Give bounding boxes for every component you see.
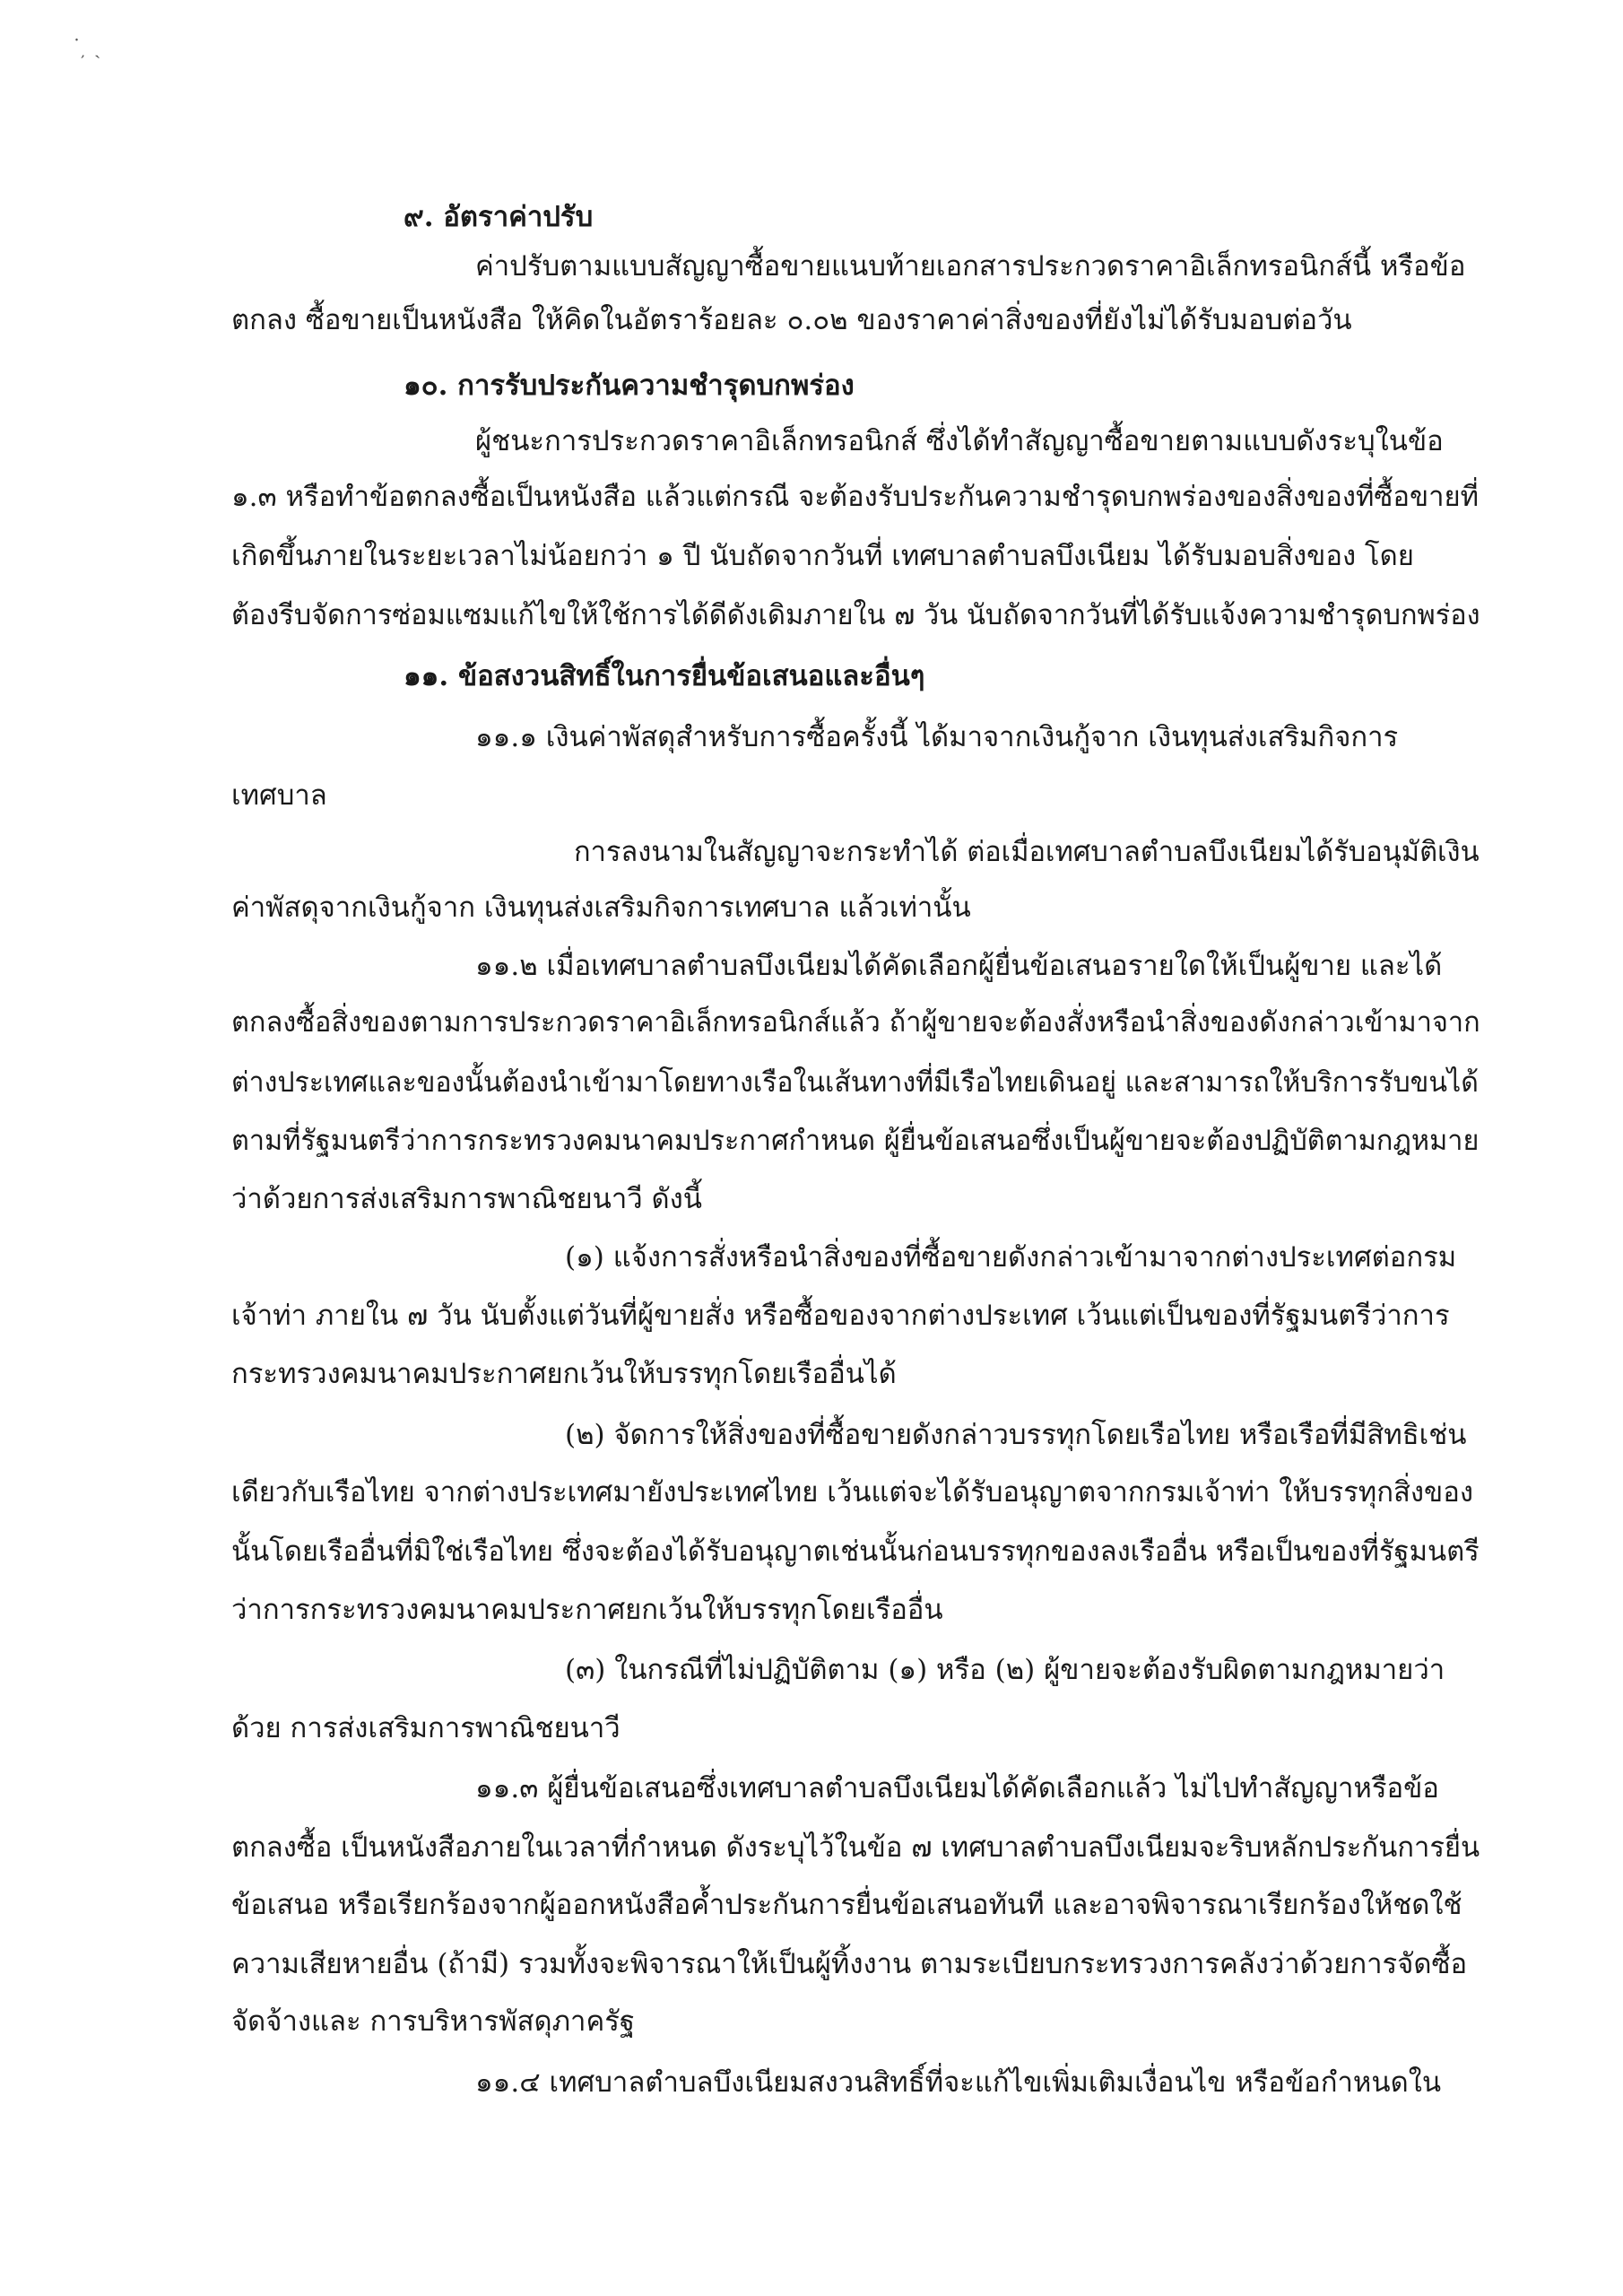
- heading-9: ๙. อัตราค่าปรับ: [404, 201, 594, 233]
- paragraph-line: (๑) แจ้งการสั่งหรือนำสิ่งของที่ซื้อขายดังกล่าวเข้ามาจากต่างประเทศต่อกรม: [565, 1241, 1457, 1274]
- heading-10: ๑๐. การรับประกันความชำรุดบกพร่อง: [404, 370, 855, 402]
- paragraph-line: ๑๑.๓ ผู้ยื่นข้อเสนอซึ่งเทศบาลตำบลบึงเนียมได้คัดเลือกแล้ว ไม่ไปทำสัญญาหรือข้อ: [475, 1772, 1439, 1805]
- scan-marks: ˙ ̦ ˎ: [72, 37, 101, 59]
- paragraph-line: ตกลงซื้อ เป็นหนังสือภายในเวลาที่กำหนด ดังระบุไว้ในข้อ ๗ เทศบาลตำบลบึงเนียมจะริบหลักประกันการยื่น: [231, 1831, 1480, 1864]
- paragraph-line: เกิดขึ้นภายในระยะเวลาไม่น้อยกว่า ๑ ปี นับถัดจากวันที่ เทศบาลตำบลบึงเนียม ได้รับมอบสิ่งของ โดย: [231, 540, 1414, 572]
- paragraph-line: ๑๑.๒ เมื่อเทศบาลตำบลบึงเนียมได้คัดเลือกผู้ยื่นข้อเสนอรายใดให้เป็นผู้ขาย และได้: [475, 950, 1443, 982]
- paragraph-line: ความเสียหายอื่น (ถ้ามี) รวมทั้งจะพิจารณาให้เป็นผู้ทิ้งงาน ตามระเบียบกระทรวงการคลังว่าด้วยการจัดซื้อ: [231, 1948, 1468, 1980]
- paragraph-line: ๑๑.๔ เทศบาลตำบลบึงเนียมสงวนสิทธิ์ที่จะแก้ไขเพิ่มเติมเงื่อนไข หรือข้อกำหนดใน: [475, 2066, 1442, 2099]
- heading-11: ๑๑. ข้อสงวนสิทธิ์ในการยื่นข้อเสนอและอื่นๆ: [404, 660, 925, 692]
- paragraph-line: เทศบาล: [231, 779, 327, 812]
- paragraph-line: ต้องรีบจัดการซ่อมแซมแก้ไขให้ใช้การได้ดีดังเดิมภายใน ๗ วัน นับถัดจากวันที่ได้รับแจ้งความชำรุดบกพร่อง: [231, 599, 1480, 631]
- paragraph-line: จัดจ้างและ การบริหารพัสดุภาครัฐ: [231, 2005, 635, 2038]
- paragraph-line: ค่าพัสดุจากเงินกู้จาก เงินทุนส่งเสริมกิจการเทศบาล แล้วเท่านั้น: [231, 891, 971, 924]
- paragraph-line: ว่าการกระทรวงคมนาคมประกาศยกเว้นให้บรรทุกโดยเรืออื่น: [231, 1594, 943, 1626]
- paragraph-line: ต่างประเทศและของนั้นต้องนำเข้ามาโดยทางเรือในเส้นทางที่มีเรือไทยเดินอยู่ และสามารถให้บริการรับขนได้: [231, 1066, 1479, 1099]
- paragraph-line: ผู้ชนะการประกวดราคาอิเล็กทรอนิกส์ ซึ่งได้ทำสัญญาซื้อขายตามแบบดังระบุในข้อ: [475, 425, 1444, 457]
- paragraph-line: กระทรวงคมนาคมประกาศยกเว้นให้บรรทุกโดยเรืออื่นได้: [231, 1358, 897, 1390]
- paragraph-line: (๒) จัดการให้สิ่งของที่ซื้อขายดังกล่าวบรรทุกโดยเรือไทย หรือเรือที่มีสิทธิเช่น: [565, 1419, 1467, 1451]
- paragraph-line: ตกลงซื้อสิ่งของตามการประกวดราคาอิเล็กทรอนิกส์แล้ว ถ้าผู้ขายจะต้องสั่งหรือนำสิ่งของดังกล่าวเข้ามาจาก: [231, 1006, 1480, 1039]
- paragraph-line: เจ้าท่า ภายใน ๗ วัน นับตั้งแต่วันที่ผู้ขายสั่ง หรือซื้อของจากต่างประเทศ เว้นแต่เป็นของที่รัฐมนตรีว่าการ: [231, 1300, 1450, 1332]
- paragraph-line: ตามที่รัฐมนตรีว่าการกระทรวงคมนาคมประกาศกำหนด ผู้ยื่นข้อเสนอซึ่งเป็นผู้ขายจะต้องปฏิบัติตามกฎหมาย: [231, 1125, 1480, 1157]
- paragraph-line: ว่าด้วยการส่งเสริมการพาณิชยนาวี ดังนี้: [231, 1183, 702, 1215]
- paragraph-line: ข้อเสนอ หรือเรียกร้องจากผู้ออกหนังสือค้ำประกันการยื่นข้อเสนอทันที และอาจพิจารณาเรียกร้องให้ชดใช้: [231, 1889, 1462, 1921]
- paragraph-line: นั้นโดยเรืออื่นที่มิใช่เรือไทย ซึ่งจะต้องได้รับอนุญาตเช่นนั้นก่อนบรรทุกของลงเรืออื่น หรือเป็นของที่รัฐมนตรี: [231, 1535, 1480, 1568]
- paragraph-line: ค่าปรับตามแบบสัญญาซื้อขายแนบท้ายเอกสารประกวดราคาอิเล็กทรอนิกส์นี้ หรือข้อ: [475, 250, 1466, 283]
- paragraph-line: ตกลง ซื้อขายเป็นหนังสือ ให้คิดในอัตราร้อยละ ๐.๐๒ ของราคาค่าสิ่งของที่ยังไม่ได้รับมอบต่อวัน: [231, 304, 1352, 336]
- paragraph-line: ๑๑.๑ เงินค่าพัสดุสำหรับการซื้อครั้งนี้ ได้มาจากเงินกู้จาก เงินทุนส่งเสริมกิจการ: [475, 721, 1399, 753]
- paragraph-line: ๑.๓ หรือทำข้อตกลงซื้อเป็นหนังสือ แล้วแต่กรณี จะต้องรับประกันความชำรุดบกพร่องของสิ่งของที่ซื้อขายที่: [231, 481, 1480, 513]
- paragraph-line: ด้วย การส่งเสริมการพาณิชยนาวี: [231, 1712, 621, 1744]
- paragraph-line: เดียวกับเรือไทย จากต่างประเทศมายังประเทศไทย เว้นแต่จะได้รับอนุญาตจากกรมเจ้าท่า ให้บรรทุกสิ่งของ: [231, 1476, 1473, 1509]
- paragraph-line: (๓) ในกรณีที่ไม่ปฏิบัติตาม (๑) หรือ (๒) ผู้ขายจะต้องรับผิดตามกฎหมายว่า: [565, 1654, 1445, 1686]
- paragraph-line: การลงนามในสัญญาจะกระทำได้ ต่อเมื่อเทศบาลตำบลบึงเนียมได้รับอนุมัติเงิน: [574, 836, 1480, 868]
